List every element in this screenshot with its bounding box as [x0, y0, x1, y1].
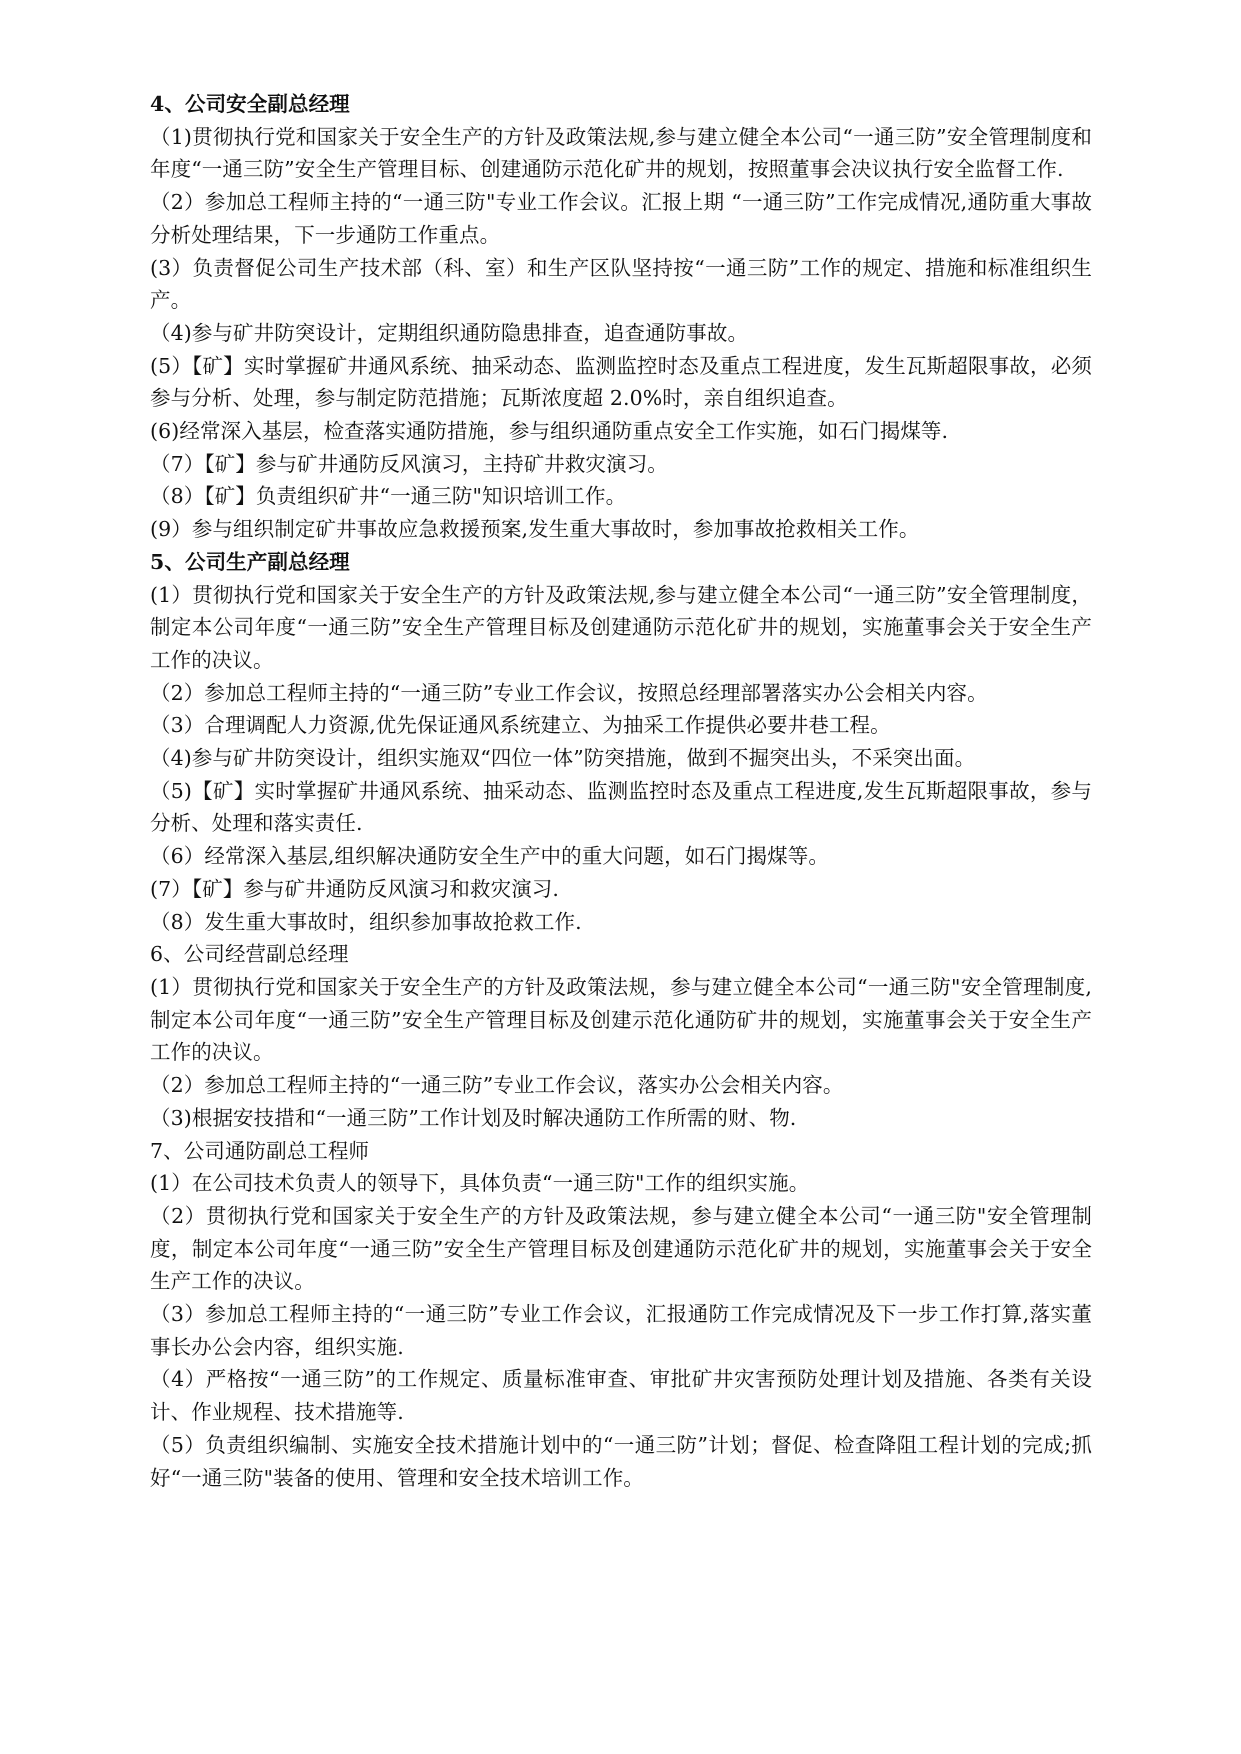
section-heading: 5、公司生产副总经理	[150, 549, 350, 574]
section-heading: 6、公司经营副总经理	[150, 942, 349, 967]
paragraph: （4)参与矿井防突设计，定期组织通防隐患排查，追查通防事故。	[150, 320, 749, 345]
paragraph: （2）参加总工程师主持的“一通三防”专业工作会议，落实办公会相关内容。	[150, 1073, 844, 1098]
paragraph: （2）贯彻执行党和国家关于安全生产的方针及政策法规，参与建立健全本公司“一通三防"安全管理制度，制定本公司年度“一通三防”安全生产管理目标及创建通防示范化矿井的规划，实施董事会关于安全生产工作的决议。	[150, 1203, 1092, 1294]
paragraph: (1）贯彻执行党和国家关于安全生产的方针及政策法规,参与建立健全本公司“一通三防”安全管理制度，制定本公司年度“一通三防”安全生产管理目标及创建通防示范化矿井的规划，实施董事会关于安全生产工作的决议。	[150, 582, 1092, 672]
paragraph: (6)经常深入基层，检查落实通防措施，参与组织通防重点安全工作实施，如石门揭煤等.	[150, 419, 949, 444]
paragraph: （5)【矿】实时掌握矿井通风系统、抽采动态、监测监控时态及重点工程进度,发生瓦斯超限事故，参与分析、处理和落实责任.	[150, 778, 1092, 836]
section-4	[150, 88, 1092, 546]
paragraph: (9）参与组织制定矿井事故应急救援预案,发生重大事故时，参加事故抢救相关工作。	[150, 517, 920, 542]
paragraph: （4)参与矿井防突设计，组织实施双“四位一体”防突措施，做到不掘突出头，不采突出面。	[150, 746, 976, 771]
paragraph: （7）【矿】参与矿井通防反风演习，主持矿井救灾演习。	[150, 451, 668, 476]
section-heading: 7、公司通防副总工程师	[150, 1138, 370, 1163]
paragraph: （3)根据安技措和“一通三防”工作计划及时解决通防工作所需的财、物.	[150, 1105, 797, 1130]
paragraph: (1）贯彻执行党和国家关于安全生产的方针及政策法规，参与建立健全本公司“一通三防"安全管理制度,制定本公司年度“一通三防”安全生产管理目标及创建示范化通防矿井的规划，实施董事会关于安全生产工作的决议。	[150, 974, 1092, 1065]
section-6	[150, 938, 1092, 1134]
paragraph: （2）参加总工程师主持的“一通三防"专业工作会议。汇报上期 “一通三防”工作完成情况,通防重大事故分析处理结果，下一步通防工作重点。	[150, 190, 1092, 247]
paragraph: （2）参加总工程师主持的“一通三防”专业工作会议，按照总经理部署落实办公会相关内容。	[150, 680, 988, 705]
paragraph: （3）合理调配人力资源,优先保证通风系统建立、为抽采工作提供必要井巷工程。	[150, 713, 891, 738]
paragraph: （6）经常深入基层,组织解决通防安全生产中的重大问题，如石门揭煤等。	[150, 844, 829, 869]
paragraph: （8）【矿】负责组织矿井“一通三防"知识培训工作。	[150, 484, 627, 509]
paragraph: （8）发生重大事故时，组织参加事故抢救工作.	[150, 909, 582, 934]
paragraph: （1)贯彻执行党和国家关于安全生产的方针及政策法规,参与建立健全本公司“一通三防”安全管理制度和年度“一通三防”安全生产管理目标、创建通防示范化矿井的规划，按照董事会决议执行安全监督工作.	[150, 124, 1092, 182]
paragraph: （3）参加总工程师主持的“一通三防”专业工作会议，汇报通防工作完成情况及下一步工作打算,落实董事长办公会内容，组织实施.	[150, 1302, 1092, 1359]
paragraph: (3）负责督促公司生产技术部（科、室）和生产区队坚持按“一通三防”工作的规定、措施和标准组织生产。	[150, 255, 1092, 313]
paragraph: (1）在公司技术负责人的领导下，具体负责“一通三防"工作的组织实施。	[150, 1171, 810, 1196]
section-7	[150, 1135, 1092, 1495]
section-5	[150, 546, 1092, 938]
document-page	[150, 88, 1092, 1494]
paragraph: (7）【矿】参与矿井通防反风演习和救灾演习.	[150, 876, 560, 901]
paragraph: (5）【矿】实时掌握矿井通风系统、抽采动态、监测监控时态及重点工程进度，发生瓦斯超限事故，必须参与分析、处理，参与制定防范措施；瓦斯浓度超 2.0%时，亲自组织追查。	[150, 353, 1092, 411]
paragraph: （5）负责组织编制、实施安全技术措施计划中的“一通三防”计划；督促、检查降阻工程计划的完成;抓好“一通三防"装备的使用、管理和安全技术培训工作。	[150, 1432, 1092, 1490]
paragraph: （4）严格按“一通三防”的工作规定、质量标准审查、审批矿井灾害预防处理计划及措施、各类有关设计、作业规程、技术措施等.	[150, 1367, 1092, 1425]
section-heading: 4、公司安全副总经理	[150, 92, 350, 116]
